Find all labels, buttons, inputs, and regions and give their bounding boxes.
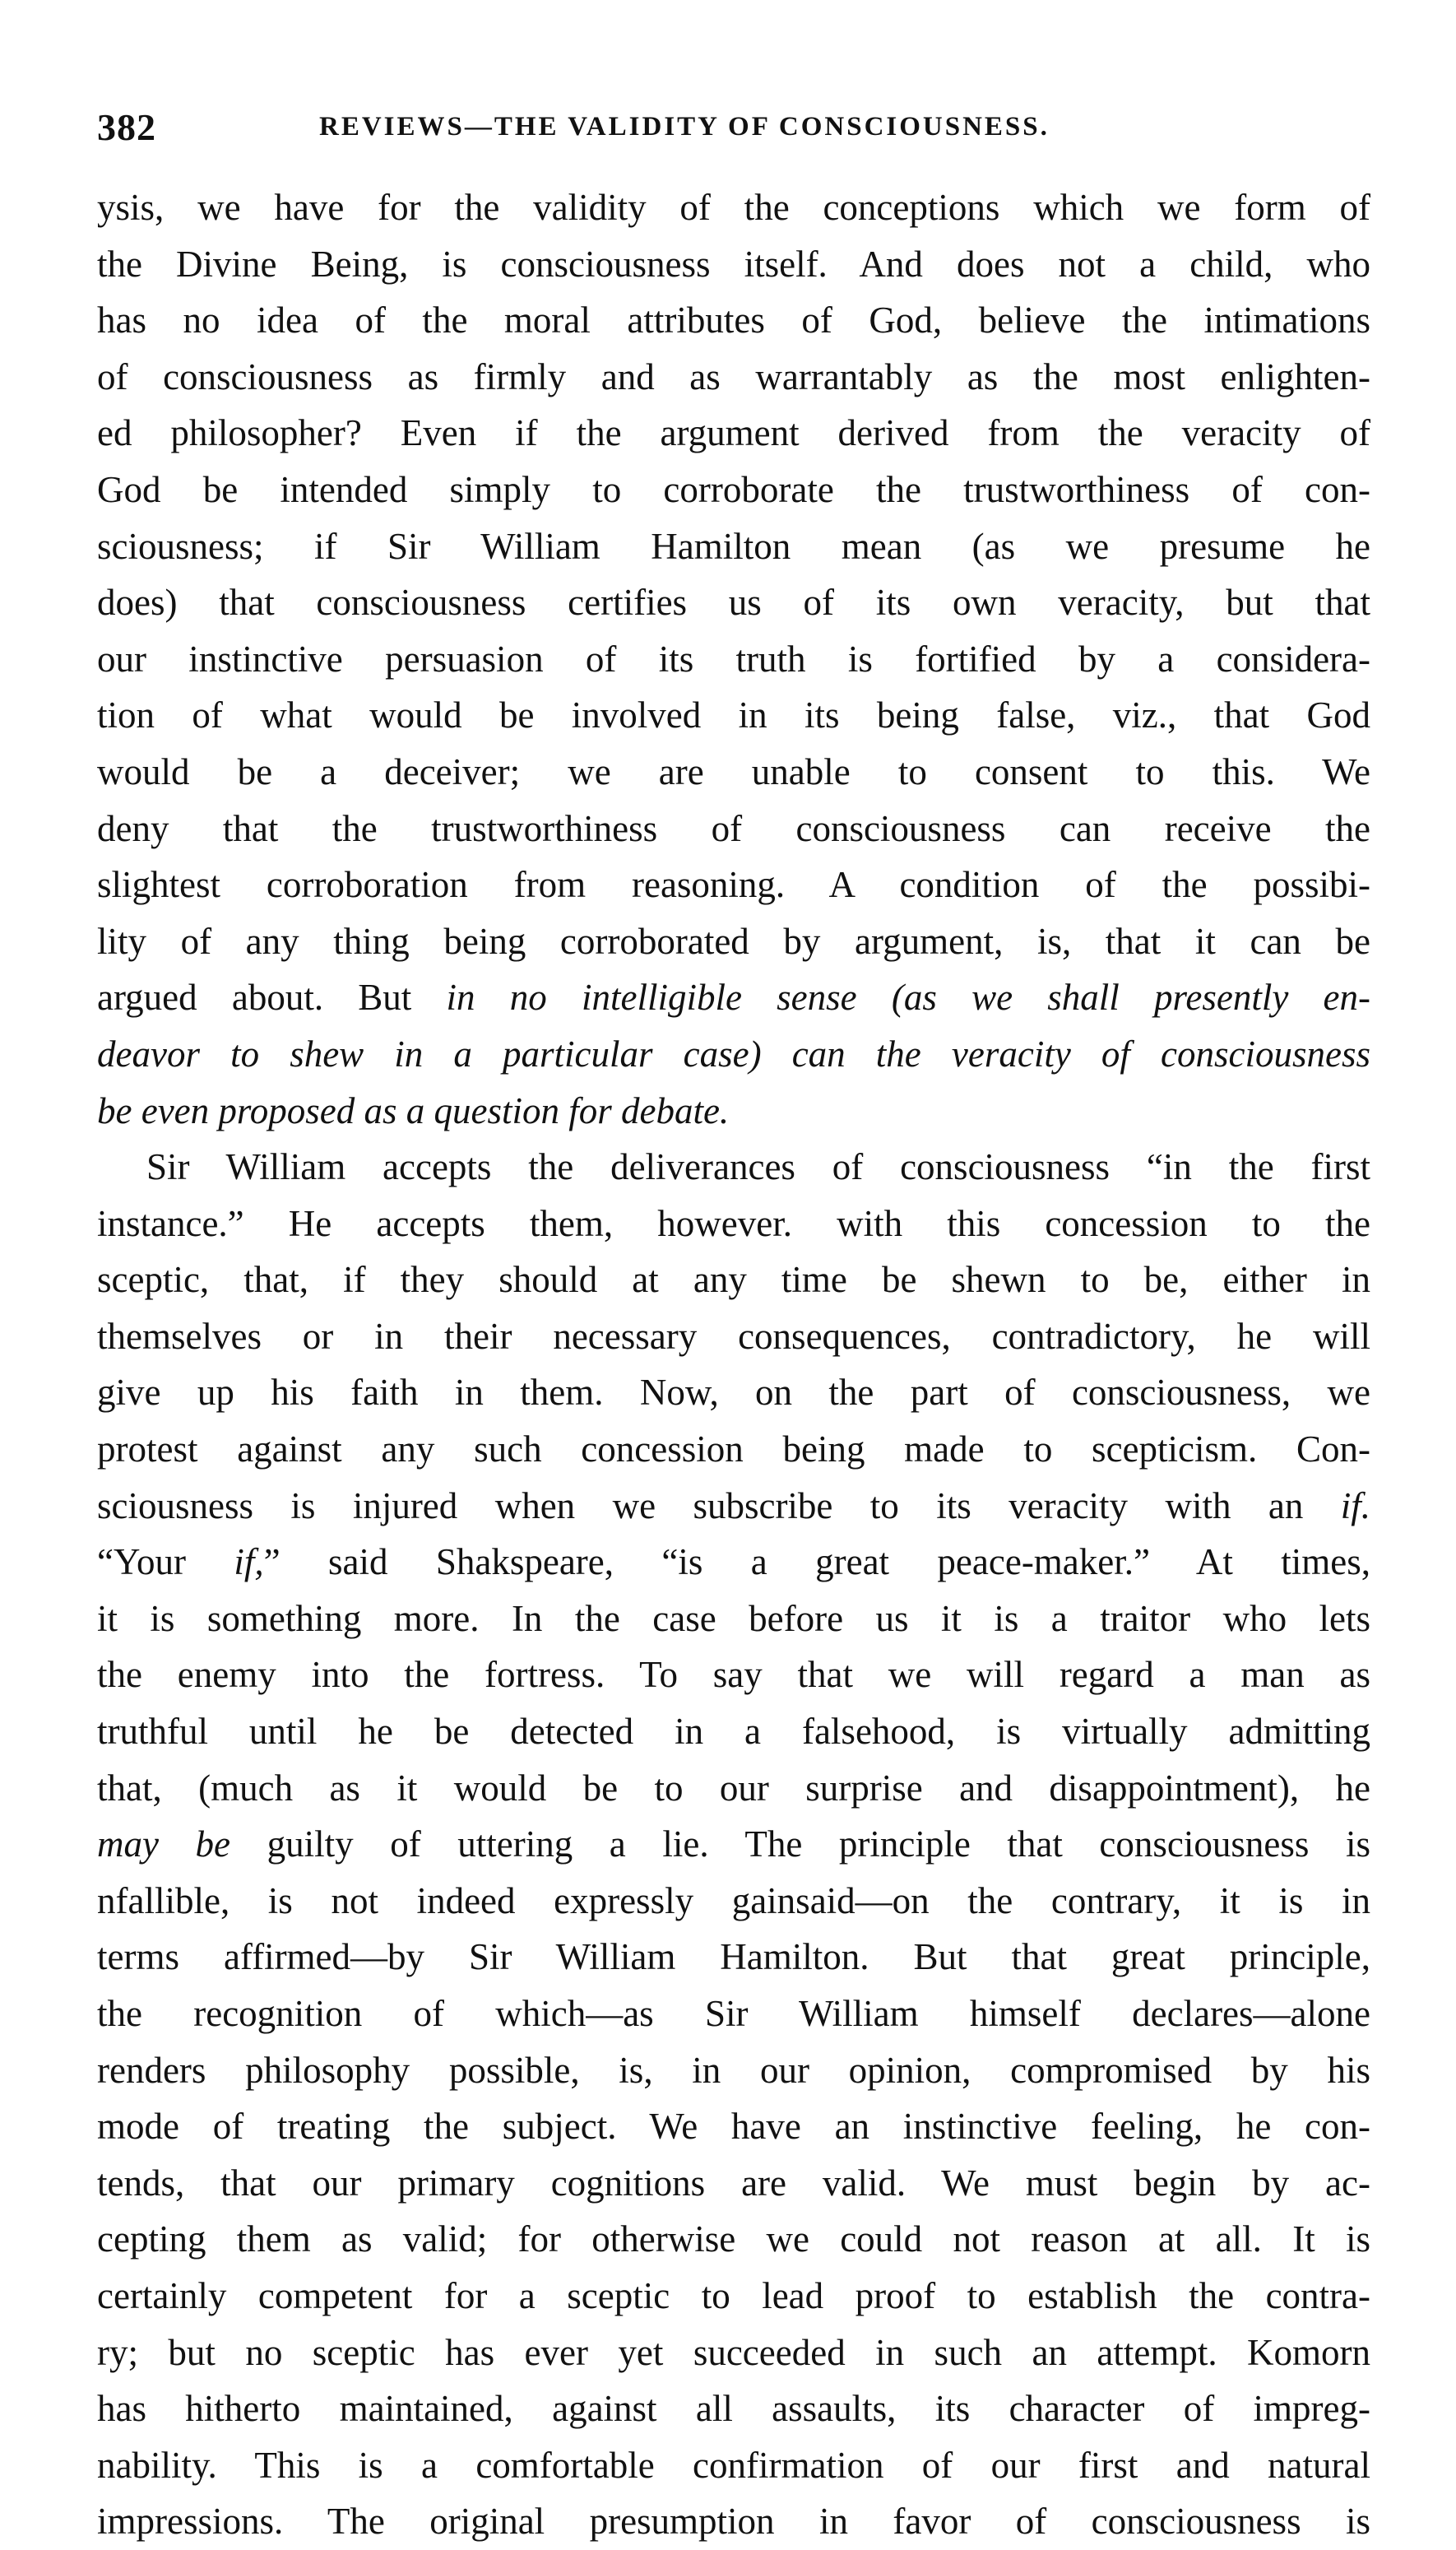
text-line: give up his faith in them. Now, on the part of consciousness, we (97, 1372, 1370, 1414)
text-line: tends, that our primary cognitions are valid. We must begin by ac- (97, 2162, 1370, 2204)
page-header (97, 105, 1380, 155)
text-line (97, 1534, 1370, 1591)
text-line: be even proposed as a question for debate. (97, 1089, 730, 1131)
text-line: that, (much as it would be to our surprise and disappointment), he (97, 1767, 1370, 1809)
text-run: “Your (97, 1541, 234, 1583)
text-run: sciousness is injured when we subscribe to its veracity with an (97, 1484, 1341, 1526)
text-line: themselves or in their necessary consequences, contradictory, he will (97, 1315, 1370, 1357)
text-line: truthful until he be detected in a falsehood, is virtually admitting (97, 1711, 1370, 1753)
text-line: it is something more. In the case before us it is a traitor who lets (97, 1597, 1370, 1639)
text-line: cepting them as valid; for otherwise we could not reason at all. It is (97, 2218, 1370, 2260)
text-line: slightest corroboration from reasoning. A condition of the possibi- (97, 864, 1370, 906)
text-line: impressions. The original presumption in favor of consciousness is (97, 2501, 1370, 2543)
text-line: Sir William accepts the deliverances of consciousness “in the first (146, 1146, 1370, 1188)
text-line (97, 1816, 1370, 1873)
italic-run: may be (97, 1823, 231, 1865)
italic-run: in no intelligible sense (as we shall presently en- (446, 977, 1370, 1019)
text-line: sceptic, that, if they should at any time be shewn to be, either in (97, 1259, 1370, 1301)
text-line (97, 969, 1370, 1026)
text-line: tion of what would be involved in its being false, viz., that God (97, 694, 1370, 736)
text-line: does) that consciousness certifies us of its own veracity, but that (97, 582, 1370, 624)
text-line: certainly competent for a sceptic to lead proof to establish the contra- (97, 2274, 1370, 2316)
text-line: sciousness; if Sir William Hamilton mean (as we presume he (97, 525, 1370, 567)
text-line: our instinctive persuasion of its truth is fortified by a considera- (97, 638, 1370, 680)
text-line: lity of any thing being corroborated by argument, is, that it can be (97, 920, 1370, 962)
page-number: 382 (97, 106, 156, 148)
text-line: deny that the trustworthiness of consciousness can receive the (97, 807, 1370, 849)
text-line: the enemy into the fortress. To say that we will regard a man as (97, 1654, 1370, 1696)
text-line: ed philosopher? Even if the argument derived from the veracity of (97, 412, 1370, 454)
text-line: the Divine Being, is consciousness itself. And does not a child, who (97, 243, 1370, 285)
body-text (97, 179, 1370, 2550)
text-line: would be a deceiver; we are unable to consent to this. We (97, 750, 1370, 792)
text-run: argued about. But (97, 977, 447, 1019)
text-run: guilty of uttering a lie. The principle that consciousness is (230, 1823, 1370, 1865)
text-line: renders philosophy possible, is, in our opinion, compromised by his (97, 2049, 1370, 2091)
text-line (97, 1478, 1370, 1535)
italic-run: if. (1340, 1484, 1370, 1526)
text-line: has hitherto maintained, against all assaults, its character of impreg- (97, 2388, 1370, 2430)
text-line: instance.” He accepts them, however. with this concession to the (97, 1202, 1370, 1244)
text-line: nability. This is a comfortable confirmation of our first and natural (97, 2444, 1370, 2486)
text-line: of consciousness as firmly and as warrantably as the most enlighten- (97, 355, 1370, 397)
text-line: God be intended simply to corroborate the trustworthiness of con- (97, 468, 1370, 510)
text-line: mode of treating the subject. We have an instinctive feeling, he con- (97, 2106, 1370, 2148)
text-line: nfallible, is not indeed expressly gainsaid—on the contrary, it is in (97, 1879, 1370, 1921)
text-line: has no idea of the moral attributes of God, believe the intimations (97, 300, 1370, 341)
text-run: ” said Shakspeare, “is a great peace-maker.” At times, (263, 1541, 1370, 1583)
text-line: terms affirmed—by Sir William Hamilton. But that great principle, (97, 1936, 1370, 1978)
text-line: ry; but no sceptic has ever yet succeeded in such an attempt. Komorn (97, 2331, 1370, 2373)
text-line: deavor to shew in a particular case) can the veracity of consciousness (97, 1033, 1370, 1075)
running-head: REVIEWS—THE VALIDITY OF CONSCIOUSNESS. (319, 112, 1050, 142)
text-line: protest against any such concession being made to scepticism. Con- (97, 1428, 1370, 1470)
italic-run: if, (234, 1541, 264, 1583)
text-line: the recognition of which—as Sir William himself declares—alone (97, 1993, 1370, 2034)
text-line: ysis, we have for the validity of the conceptions which we form of (97, 187, 1370, 228)
